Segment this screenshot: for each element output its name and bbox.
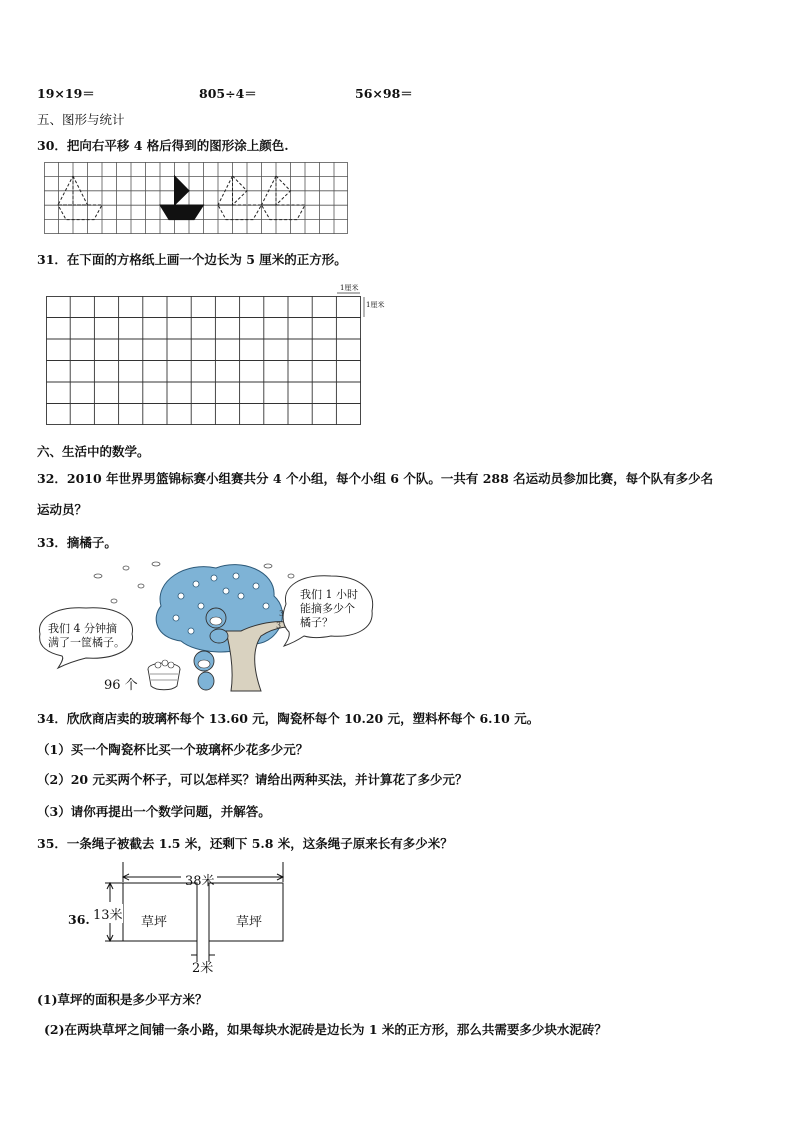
lawn-right-label: 草坪 <box>236 915 263 930</box>
q30-grid-lines <box>44 162 348 234</box>
question-32-line-2: 运动员？ <box>37 502 88 517</box>
question-33: 33．摘橘子。 <box>37 535 117 550</box>
section-5-title: 五、图形与统计 <box>37 112 125 127</box>
q30-grid-figure <box>44 162 348 234</box>
question-34-part-3: （3）请你再提出一个数学问题，并解答。 <box>37 804 271 819</box>
right-bubble-line-2: 能摘多少个 <box>300 602 355 615</box>
q36-height-label: 13米 <box>93 904 123 923</box>
basket-count-label: 96 个 <box>104 678 138 693</box>
question-32-line-1: 32．2010 年世界男篮锦标赛小组赛共分 4 个小组，每个小组 6 个队。一共有 288 名运动员参加比赛，每个队有多少名 <box>37 471 714 486</box>
question-34-part-2: （2）20 元买两个杯子，可以怎样买？请给出两种买法，并计算花了多少元？ <box>37 772 468 787</box>
dashed-boat-3 <box>262 176 306 220</box>
question-36-number: 36. <box>68 912 90 927</box>
right-bubble-line-3: 橘子？ <box>300 616 333 629</box>
q36-width-label: 38米 <box>185 874 215 889</box>
lawn-left-label: 草坪 <box>141 915 168 930</box>
calc-item-1: 19×19＝ <box>37 86 95 101</box>
right-bubble-text <box>300 588 358 630</box>
dashed-boat-2 <box>218 176 262 220</box>
q31-unit-vertical: 1厘米 <box>366 301 385 309</box>
monkey-on-ground <box>194 651 214 690</box>
question-30: 30．把向右平移 4 格后得到的图形涂上颜色. <box>37 138 289 153</box>
left-bubble-text <box>48 622 125 650</box>
question-36-part-2: (2)在两块草坪之间铺一条小路，如果每块水泥砖是边长为 1 米的正方形，那么共需要多少块水泥砖？ <box>44 1022 607 1037</box>
calc-item-3: 56×98＝ <box>355 86 413 101</box>
q31-grid-figure <box>46 296 362 426</box>
section-6-title: 六、生活中的数学。 <box>37 444 150 459</box>
q31-unit-horizontal: 1厘米 <box>340 284 359 292</box>
think-mark-1: 3 <box>279 609 285 618</box>
question-35: 35．一条绳子被截去 1.5 米，还剩下 5.8 米，这条绳子原来长有多少米？ <box>37 836 453 851</box>
left-bubble-line-1: 我们 4 分钟摘 <box>48 622 117 635</box>
question-31: 31．在下面的方格纸上画一个边长为 5 厘米的正方形。 <box>37 252 347 267</box>
left-bubble-line-2: 满了一筐橘子。 <box>48 636 125 649</box>
basket <box>148 660 180 690</box>
tree-trunk <box>226 622 298 691</box>
question-34: 34．欣欣商店卖的玻璃杯每个 13.60 元，陶瓷杯每个 10.20 元，塑料杯每个 6.10 元。 <box>37 711 540 726</box>
think-mark-2: 3 <box>276 621 282 630</box>
question-36-part-1: (1)草坪的面积是多少平方米？ <box>37 992 208 1007</box>
solid-boat <box>160 176 204 220</box>
right-bubble-line-1: 我们 1 小时 <box>300 588 358 601</box>
calc-item-2: 805÷4＝ <box>199 86 257 101</box>
q36-road-width-label: 2米 <box>192 961 214 976</box>
dashed-boat-1 <box>58 176 102 220</box>
question-34-part-1: （1）买一个陶瓷杯比买一个玻璃杯少花多少元？ <box>37 742 309 757</box>
